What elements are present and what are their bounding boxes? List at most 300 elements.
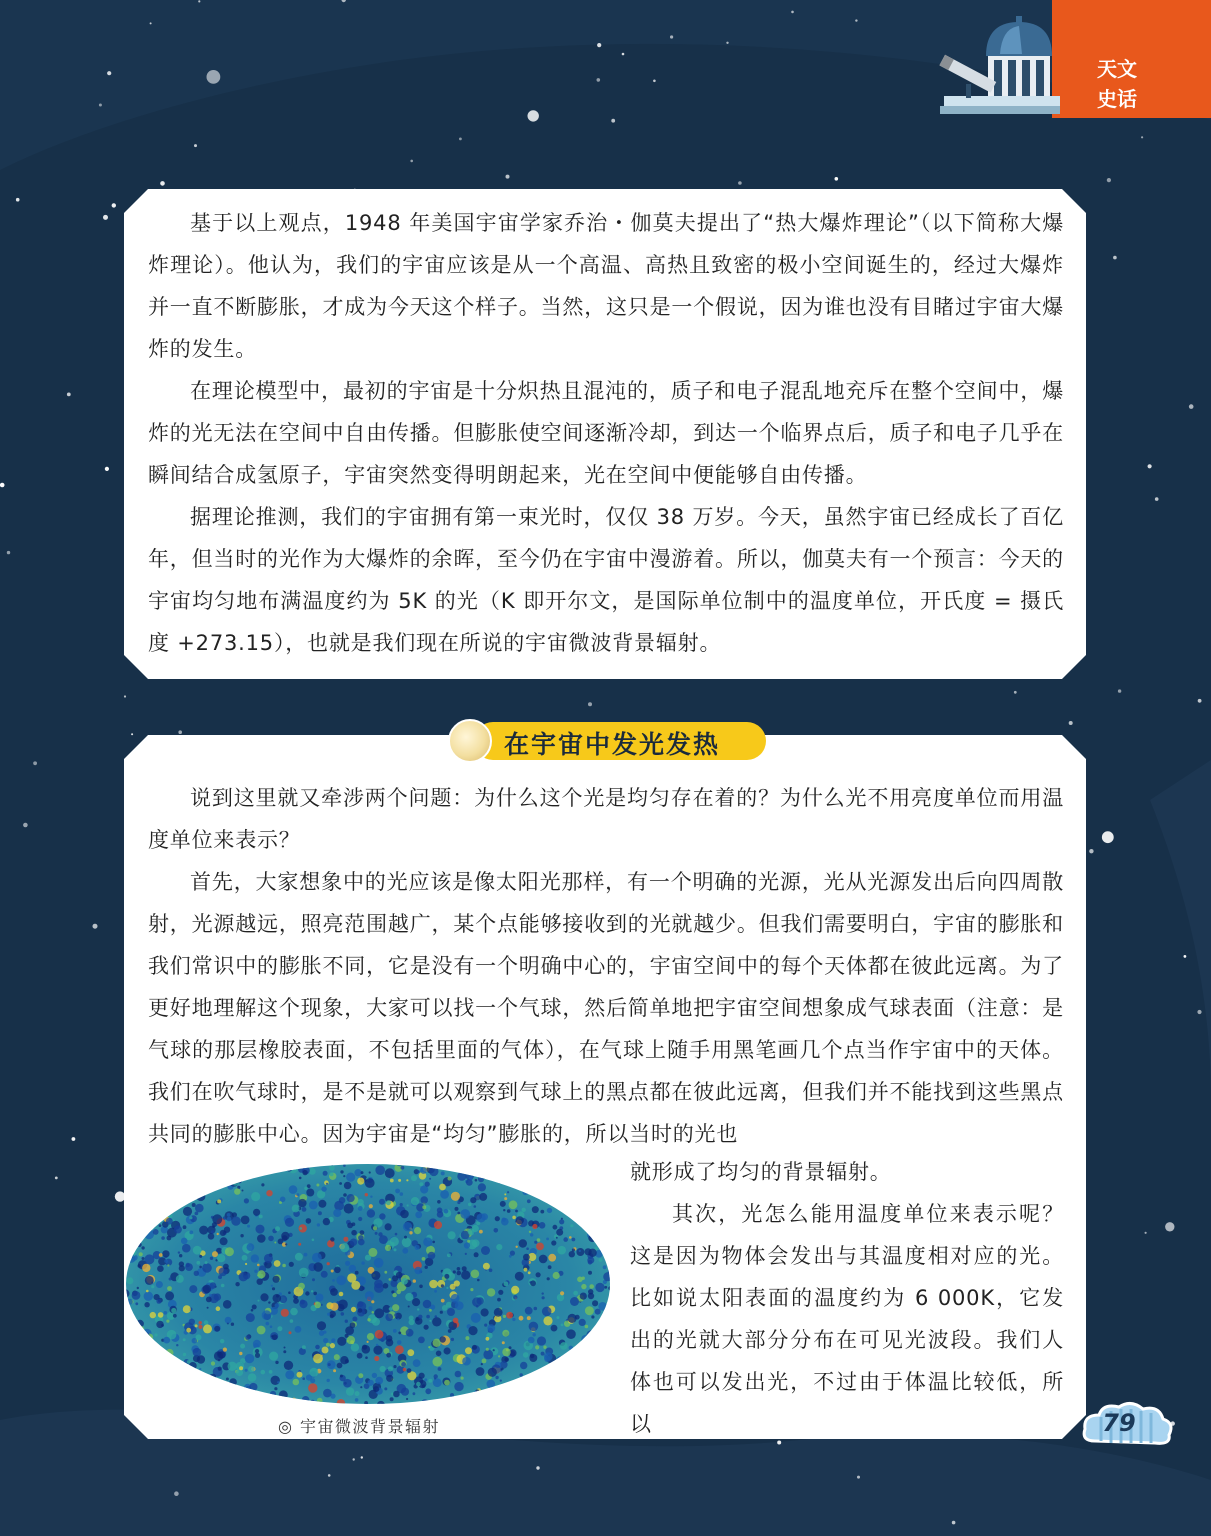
cmb-speck [569, 1236, 572, 1239]
cmb-speck [330, 1314, 334, 1318]
cmb-speck [231, 1177, 240, 1186]
cmb-speck [446, 1162, 455, 1168]
cmb-speck [533, 1333, 536, 1336]
cmb-speck [266, 1322, 270, 1326]
cmb-speck [151, 1370, 156, 1375]
cmb-speck [398, 1332, 401, 1335]
cmb-speck [393, 1391, 400, 1398]
cmb-speck [588, 1249, 596, 1257]
cmb-speck [199, 1255, 202, 1258]
cmb-speck [569, 1346, 573, 1350]
cmb-speck [406, 1398, 408, 1400]
cmb-speck [211, 1230, 214, 1233]
cmb-speck [490, 1402, 495, 1406]
cmb-speck [418, 1315, 422, 1319]
cmb-speck [499, 1180, 503, 1184]
star [1148, 464, 1152, 468]
cmb-speck [442, 1305, 448, 1311]
cmb-speck [424, 1325, 429, 1330]
cmb-speck [532, 1188, 534, 1190]
cmb-speck [285, 1370, 294, 1379]
cmb-speck [502, 1218, 506, 1222]
cmb-speck [365, 1255, 371, 1261]
cmb-speck [471, 1172, 474, 1175]
cmb-speck [528, 1271, 531, 1274]
cmb-speck [573, 1189, 581, 1197]
cmb-speck [333, 1209, 341, 1217]
cmb-speck [413, 1392, 416, 1395]
cmb-speck [166, 1349, 174, 1357]
cmb-speck [605, 1219, 612, 1228]
paragraph: 首先，大家想象中的光应该是像太阳光那样，有一个明确的光源，光从光源发出后向四周散射，光源越远，照亮范围越广，某个点能够接收到的光就越少。但我们需要明白，宇宙的膨胀和我们常识中的膨胀不同，它是没有一个明确中心的，宇宙空间中的每个天体都在彼此远离。为了更好地理解这个现象，大家可以找一个气球，然后简单地把宇宙空间想象成气球表面（注意：是气球的那层橡胶表面，不包括里面的气体），在气球上随手用黑笔画几个点当作宇宙中的天体。我们在吹气球时，是不是就可以观察到气球上的黑点都在彼此远离，但我们并不能找到这些黑点共同的膨胀中心。因为宇宙是“均匀”膨胀的，所以当时的光也 [148, 870, 1064, 1146]
cmb-speck [317, 1398, 323, 1404]
cmb-speck [350, 1239, 357, 1246]
cmb-speck [357, 1178, 364, 1185]
cmb-speck [330, 1172, 334, 1176]
cmb-speck [302, 1396, 309, 1403]
cmb-speck [497, 1385, 507, 1395]
cmb-speck [312, 1253, 322, 1263]
cmb-speck [164, 1259, 168, 1263]
cmb-speck [436, 1351, 442, 1357]
cmb-speck [511, 1286, 519, 1294]
cmb-speck [595, 1283, 604, 1292]
cmb-speck [311, 1400, 315, 1404]
cmb-speck [513, 1295, 517, 1299]
cmb-speck [549, 1162, 556, 1165]
cmb-speck [588, 1271, 592, 1275]
cmb-speck [302, 1207, 307, 1212]
cmb-speck [582, 1370, 587, 1375]
cmb-speck [549, 1385, 554, 1390]
cmb-speck [161, 1236, 165, 1240]
cmb-speck [305, 1291, 309, 1295]
cmb-speck [412, 1298, 420, 1306]
star [1089, 849, 1093, 853]
cmb-speck [193, 1392, 196, 1395]
cmb-speck [532, 1206, 539, 1213]
cmb-speck [559, 1365, 565, 1371]
cmb-speck [512, 1318, 515, 1321]
cmb-speck [277, 1326, 282, 1331]
cmb-speck [141, 1170, 148, 1177]
cmb-speck [343, 1164, 346, 1167]
cmb-speck [242, 1171, 249, 1178]
cmb-speck [135, 1201, 141, 1207]
cmb-speck [484, 1324, 487, 1327]
cmb-speck [292, 1205, 300, 1213]
cmb-speck [299, 1177, 302, 1180]
cmb-speck [190, 1372, 194, 1376]
cmb-speck [531, 1175, 536, 1180]
cmb-speck [240, 1387, 246, 1393]
cmb-speck [144, 1292, 153, 1301]
cmb-speck [182, 1390, 192, 1400]
cmb-speck [172, 1184, 182, 1194]
cmb-speck [298, 1283, 305, 1290]
cmb-speck [560, 1291, 564, 1295]
cmb-speck [471, 1313, 481, 1323]
cmb-speck [470, 1398, 475, 1403]
cmb-speck [567, 1391, 576, 1400]
cmb-speck [289, 1185, 298, 1194]
cmb-speck [606, 1398, 608, 1400]
cmb-speck [240, 1234, 243, 1237]
cmb-speck [149, 1162, 156, 1166]
cmb-speck [211, 1361, 215, 1365]
cmb-speck [343, 1379, 352, 1388]
cmb-speck [470, 1288, 473, 1291]
cmb-speck [167, 1264, 169, 1266]
cmb-speck [321, 1271, 328, 1278]
cmb-speck [154, 1333, 157, 1336]
cmb-speck [423, 1162, 431, 1166]
cmb-speck [246, 1313, 255, 1322]
observatory-icon [930, 14, 1060, 126]
cmb-speck [579, 1217, 586, 1224]
cmb-speck [375, 1232, 378, 1235]
cmb-speck [515, 1272, 524, 1281]
cmb-speck [481, 1246, 490, 1255]
cmb-speck [476, 1367, 485, 1376]
cmb-speck [255, 1349, 259, 1353]
cmb-speck [265, 1395, 274, 1404]
cmb-speck [334, 1267, 341, 1274]
star [1141, 136, 1143, 138]
cmb-speck [516, 1216, 524, 1224]
cmb-speck [501, 1368, 504, 1371]
cmb-speck [475, 1389, 479, 1393]
cmb-speck [406, 1179, 408, 1181]
cmb-speck [167, 1286, 172, 1291]
cmb-speck [495, 1216, 500, 1221]
cmb-speck [365, 1193, 368, 1196]
cmb-speck [595, 1232, 605, 1242]
cmb-speck [457, 1267, 461, 1271]
cmb-speck [352, 1222, 356, 1226]
cmb-speck [318, 1200, 326, 1208]
cmb-speck [361, 1171, 364, 1174]
cmb-speck [524, 1380, 531, 1387]
cmb-speck [500, 1380, 502, 1382]
cmb-speck [266, 1190, 272, 1196]
cmb-speck [540, 1181, 546, 1187]
cmb-speck [512, 1216, 516, 1220]
cmb-speck [203, 1324, 212, 1333]
cmb-speck [603, 1193, 611, 1201]
cmb-speck [416, 1382, 421, 1387]
cmb-speck [576, 1248, 584, 1256]
cmb-speck [601, 1325, 610, 1334]
cmb-speck [575, 1374, 578, 1377]
cmb-speck [283, 1350, 286, 1353]
cmb-speck [199, 1266, 202, 1269]
cmb-speck [520, 1373, 523, 1376]
star [198, 0, 200, 2]
cmb-speck [242, 1255, 248, 1261]
cmb-speck [343, 1175, 345, 1177]
cmb-speck [173, 1194, 179, 1200]
cmb-speck [295, 1326, 302, 1333]
cmb-speck [148, 1383, 156, 1391]
cmb-speck [539, 1255, 548, 1264]
cmb-speck [234, 1188, 240, 1194]
cmb-speck [140, 1164, 148, 1172]
cmb-speck [489, 1162, 499, 1172]
cmb-speck [475, 1179, 478, 1182]
cmb-speck [336, 1275, 346, 1285]
cmb-speck [481, 1308, 489, 1316]
cmb-speck [417, 1170, 420, 1173]
cmb-speck [189, 1319, 195, 1325]
text-block-bottom [148, 777, 1064, 1155]
star [597, 78, 601, 82]
cmb-speck [145, 1178, 148, 1181]
cmb-speck [319, 1331, 324, 1336]
cmb-speck [143, 1172, 148, 1177]
cmb-speck [579, 1319, 586, 1326]
cmb-speck [514, 1171, 523, 1180]
star [23, 823, 28, 828]
cmb-speck [195, 1164, 203, 1172]
cmb-speck [567, 1209, 575, 1217]
cmb-speck [428, 1379, 432, 1383]
cmb-speck [509, 1200, 518, 1209]
cmb-speck [579, 1250, 581, 1252]
cmb-speck [402, 1248, 408, 1254]
cmb-speck [540, 1210, 544, 1214]
cmb-speck [469, 1162, 472, 1165]
cmb-speck [585, 1306, 594, 1315]
cmb-speck [392, 1304, 399, 1311]
cmb-speck [603, 1196, 609, 1202]
cmb-speck [433, 1357, 443, 1367]
cmb-speck [580, 1394, 584, 1398]
cmb-speck [547, 1277, 550, 1280]
cmb-speck [494, 1308, 503, 1317]
cmb-speck [282, 1264, 286, 1268]
cmb-speck [373, 1218, 382, 1227]
cmb-speck [337, 1363, 343, 1369]
cmb-speck [379, 1199, 385, 1205]
cmb-speck [331, 1164, 333, 1166]
cmb-speck [483, 1263, 490, 1270]
cmb-speck [564, 1164, 570, 1170]
cmb-speck [285, 1400, 288, 1403]
cmb-speck [450, 1393, 454, 1397]
cmb-speck [164, 1311, 168, 1315]
star [855, 19, 857, 21]
cmb-speck [587, 1363, 595, 1371]
cmb-speck [262, 1310, 272, 1320]
cmb-speck [132, 1291, 141, 1300]
cmb-speck [505, 1171, 508, 1174]
cmb-speck [179, 1177, 183, 1181]
cmb-speck [127, 1179, 135, 1187]
cmb-speck [155, 1169, 163, 1177]
cmb-speck [483, 1350, 493, 1360]
cmb-speck [556, 1316, 559, 1319]
cmb-speck [176, 1275, 184, 1283]
cmb-speck [273, 1276, 280, 1283]
cmb-speck [598, 1321, 605, 1328]
cmb-speck [570, 1185, 573, 1188]
cmb-speck [400, 1210, 409, 1219]
cmb-speck [395, 1189, 400, 1194]
cmb-speck [543, 1346, 546, 1349]
cmb-speck [406, 1329, 414, 1337]
cmb-speck [440, 1336, 446, 1342]
cmb-speck [358, 1217, 362, 1221]
cmb-speck [425, 1182, 430, 1187]
star [1155, 497, 1159, 501]
star [1198, 699, 1202, 703]
cmb-speck [239, 1352, 242, 1355]
cmb-speck [150, 1373, 156, 1379]
cmb-speck [135, 1302, 138, 1305]
cmb-speck [581, 1284, 586, 1289]
cmb-speck [575, 1169, 579, 1173]
cmb-speck [603, 1207, 608, 1212]
cmb-speck [128, 1185, 135, 1192]
cmb-speck [385, 1245, 391, 1251]
cmb-speck [362, 1345, 371, 1354]
cmb-speck [444, 1380, 450, 1386]
cmb-speck [537, 1391, 540, 1394]
cmb-speck [255, 1353, 260, 1358]
star [328, 1474, 331, 1477]
cmb-speck [482, 1173, 489, 1180]
star [16, 198, 20, 202]
cmb-speck [483, 1162, 493, 1167]
cmb-speck [309, 1201, 318, 1210]
cmb-speck [155, 1217, 158, 1220]
cmb-speck [171, 1399, 176, 1404]
cmb-speck [390, 1397, 394, 1401]
cmb-speck [271, 1285, 273, 1287]
cmb-speck [413, 1359, 421, 1367]
cmb-speck [607, 1386, 612, 1396]
cmb-speck [204, 1320, 209, 1325]
cmb-speck [169, 1278, 172, 1281]
cmb-speck [251, 1192, 260, 1201]
cmb-speck [357, 1301, 363, 1307]
cmb-speck [502, 1388, 507, 1393]
cmb-speck [202, 1187, 205, 1190]
cmb-speck [581, 1335, 590, 1344]
cmb-speck [235, 1403, 237, 1405]
cmb-speck [146, 1355, 156, 1365]
cmb-speck [352, 1317, 357, 1322]
cmb-speck [180, 1173, 183, 1176]
cmb-speck [195, 1324, 198, 1327]
cmb-speck [243, 1178, 246, 1181]
cmb-speck [543, 1189, 546, 1192]
moon-icon [448, 719, 492, 763]
cmb-speck [461, 1377, 464, 1380]
cmb-speck [402, 1238, 412, 1248]
cmb-speck [465, 1347, 472, 1354]
cmb-speck [218, 1352, 222, 1356]
cmb-speck [286, 1162, 294, 1170]
cmb-speck [553, 1199, 561, 1207]
cmb-speck [206, 1297, 212, 1303]
cmb-speck [587, 1163, 593, 1169]
cmb-speck [318, 1211, 322, 1215]
cmb-speck [365, 1356, 368, 1359]
cmb-speck [369, 1306, 373, 1310]
cmb-speck [551, 1401, 558, 1407]
cmb-speck [193, 1246, 202, 1255]
cmb-speck [510, 1251, 515, 1256]
cmb-speck [479, 1230, 483, 1234]
cmb-speck [268, 1301, 270, 1303]
star [738, 181, 742, 185]
cmb-speck [225, 1162, 235, 1169]
cmb-speck [394, 1248, 397, 1251]
cmb-speck [589, 1284, 594, 1289]
cmb-speck [182, 1186, 189, 1193]
cmb-speck [125, 1217, 129, 1221]
cmb-speck [529, 1231, 531, 1233]
cmb-speck [302, 1345, 306, 1349]
cmb-speck [455, 1371, 462, 1378]
star [1184, 955, 1187, 958]
cmb-speck [217, 1254, 225, 1262]
cmb-speck [285, 1166, 288, 1169]
cmb-speck [564, 1378, 572, 1386]
cmb-speck [236, 1162, 246, 1171]
cmb-speck [176, 1344, 178, 1346]
cmb-speck [358, 1373, 363, 1378]
cmb-speck [543, 1316, 552, 1325]
cmb-speck [496, 1244, 502, 1250]
cmb-speck [504, 1357, 509, 1362]
cmb-speck [393, 1329, 397, 1333]
cmb-speck [475, 1164, 484, 1173]
cmb-speck [207, 1307, 209, 1309]
cmb-speck [413, 1163, 416, 1166]
cmb-speck [576, 1197, 584, 1205]
cmb-speck [159, 1253, 163, 1257]
cmb-speck [601, 1365, 603, 1367]
cmb-speck [290, 1308, 298, 1316]
cmb-speck [526, 1247, 529, 1250]
cmb-speck [396, 1272, 403, 1279]
cmb-speck [173, 1394, 181, 1402]
cmb-speck [130, 1332, 132, 1334]
star [174, 1491, 179, 1496]
cmb-speck [395, 1345, 404, 1354]
cmb-speck [529, 1322, 539, 1332]
star [1113, 256, 1117, 260]
cmb-speck [124, 1176, 127, 1182]
cmb-speck [415, 1211, 422, 1218]
cmb-speck [323, 1171, 328, 1176]
cmb-speck [365, 1178, 375, 1188]
cmb-speck [166, 1320, 169, 1323]
cmb-speck [290, 1319, 294, 1323]
cmb-speck [468, 1228, 475, 1235]
cmb-speck [171, 1308, 176, 1313]
cmb-speck [137, 1399, 146, 1406]
cmb-speck [590, 1225, 593, 1228]
star [72, 1137, 76, 1141]
paragraph: 其次，光怎么能用温度单位来表示呢？这是因为物体会发出与其温度相对应的光。比如说太阳表面的温度约为 6 000K，它发出的光就大部分分布在可见光波段。我们人体也可以发出光，不过由于体温比较低，所以 [630, 1202, 1064, 1436]
cmb-speck [150, 1312, 156, 1318]
cmb-speck [196, 1334, 202, 1340]
cmb-speck [385, 1314, 393, 1322]
